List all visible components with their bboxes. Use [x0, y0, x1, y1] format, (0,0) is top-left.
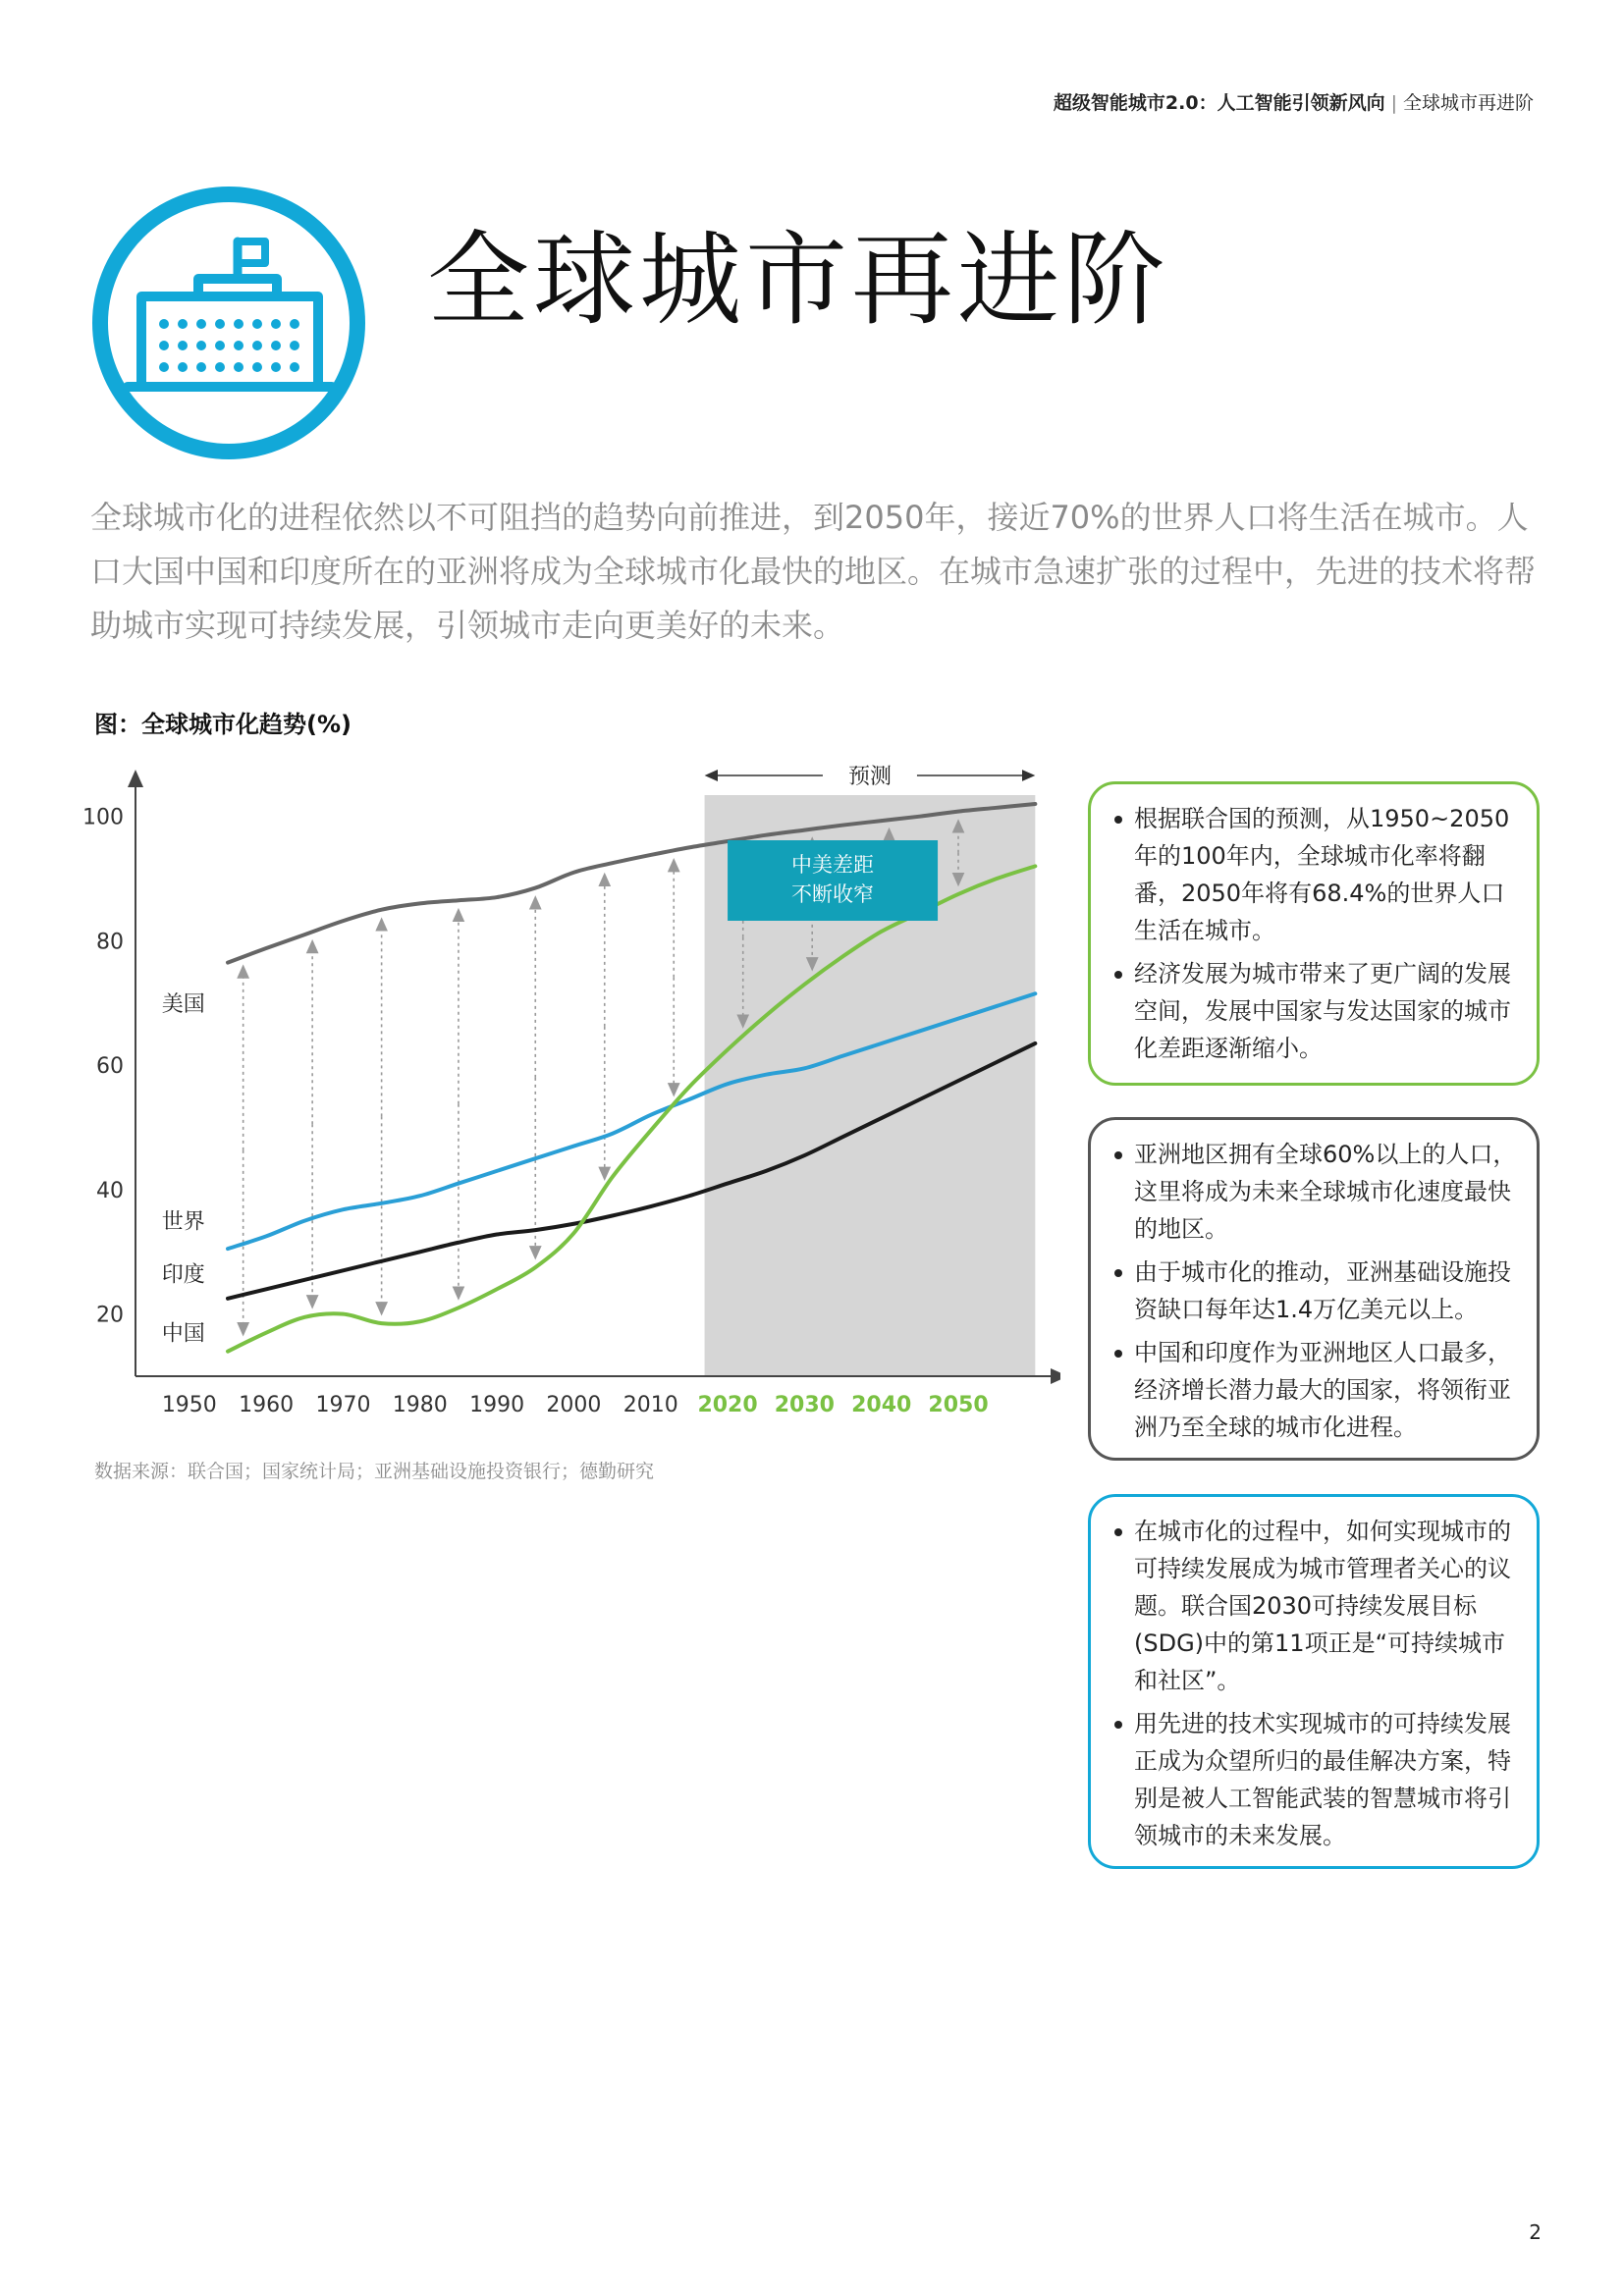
x-tick-label: 2010 — [623, 1393, 678, 1417]
x-tick-label: 1980 — [392, 1393, 448, 1417]
info-bullet: 中国和印度作为亚洲地区人口最多，经济增长潜力最大的国家，将领衔亚洲乃至全球的城市化进程。 — [1112, 1334, 1519, 1446]
header-separator: | — [1390, 92, 1397, 114]
y-tick-label: 100 — [82, 805, 124, 830]
info-box-asia — [1088, 1117, 1540, 1461]
logo-window-dot — [159, 341, 169, 350]
figure-source: 数据来源：联合国；国家统计局；亚洲基础设施投资银行；德勤研究 — [94, 1461, 655, 1482]
smart-city-building-icon — [90, 185, 367, 461]
info-bullet: 用先进的技术实现城市的可持续发展正成为众望所归的最佳解决方案，特别是被人工智能武装的智慧城市将引领城市的未来发展。 — [1112, 1705, 1519, 1854]
logo-window-dot — [215, 319, 225, 329]
info-bullet: 由于城市化的推动，亚洲基础设施投资缺口每年达1.4万亿美元以上。 — [1112, 1254, 1519, 1328]
logo-window-dot — [178, 362, 188, 372]
logo-window-dot — [234, 319, 244, 329]
y-tick-label: 80 — [96, 930, 124, 955]
logo-window-dot — [215, 362, 225, 372]
x-tick-label: 2040 — [851, 1393, 912, 1417]
annotation-line: 中美差距 — [791, 853, 875, 877]
header-section-name: 全球城市再进阶 — [1402, 92, 1534, 114]
logo-window-dot — [252, 319, 262, 329]
logo-window-dot — [271, 319, 281, 329]
logo-window-dot — [271, 362, 281, 372]
info-box-sustainability — [1088, 1494, 1540, 1869]
x-tick-label: 2020 — [697, 1393, 758, 1417]
logo-window-dot — [290, 319, 299, 329]
logo-window-dot — [196, 341, 206, 350]
logo-window-dot — [178, 319, 188, 329]
x-tick-label: 1960 — [239, 1393, 295, 1417]
y-tick-label: 20 — [96, 1303, 124, 1328]
header-report-title: 超级智能城市2.0：人工智能引领新风向 — [1053, 92, 1385, 114]
x-tick-label: 2030 — [774, 1393, 835, 1417]
x-tick-label: 2000 — [546, 1393, 602, 1417]
logo-window-dot — [196, 362, 206, 372]
x-tick-label: 1990 — [469, 1393, 525, 1417]
page-title: 全球城市再进阶 — [427, 220, 1170, 340]
x-tick-label: 1970 — [315, 1393, 371, 1417]
series-label-india: 印度 — [161, 1262, 205, 1288]
info-box-un-forecast — [1088, 781, 1540, 1086]
logo-window-dot — [196, 319, 206, 329]
series-label-usa: 美国 — [161, 991, 205, 1017]
series-label-world: 世界 — [161, 1209, 205, 1235]
annotation-line: 不断收窄 — [791, 882, 875, 906]
running-header — [1054, 88, 1534, 115]
logo-window-dot — [178, 341, 188, 350]
figure-title: 图：全球城市化趋势(%) — [94, 711, 352, 738]
logo-window-dot — [159, 319, 169, 329]
intro-paragraph: 全球城市化的进程依然以不可阻挡的趋势向前推进，到2050年，接近70%的世界人口将生活在城市。人口大国中国和印度所在的亚洲将成为全球城市化最快的地区。在城市急速扩张的过程中，先进的技术将帮助城市实现可持续发展，引领城市走向更美好的未来。 — [90, 499, 1537, 644]
y-tick-label: 60 — [96, 1054, 124, 1080]
logo-window-dot — [271, 341, 281, 350]
y-tick-label: 40 — [96, 1178, 124, 1203]
info-bullet: 在城市化的过程中，如何实现城市的可持续发展成为城市管理者关心的议题。联合国2030可持续发展目标(SDG)中的第11项正是“可持续城市和社区”。 — [1112, 1513, 1519, 1699]
series-label-china: 中国 — [161, 1321, 205, 1347]
info-bullet: 亚洲地区拥有全球60%以上的人口，这里将成为未来全球城市化速度最快的地区。 — [1112, 1136, 1519, 1248]
page-number: 2 — [1529, 2220, 1542, 2244]
logo-window-dot — [215, 341, 225, 350]
x-tick-label: 1950 — [161, 1393, 217, 1417]
logo-window-dot — [252, 362, 262, 372]
urbanization-line-chart — [79, 746, 1060, 1423]
x-tick-label: 2050 — [928, 1393, 989, 1417]
logo-window-dot — [159, 362, 169, 372]
info-bullet: 经济发展为城市带来了更广阔的发展空间，发展中国家与发达国家的城市化差距逐渐缩小。 — [1112, 955, 1519, 1067]
logo-window-dot — [290, 341, 299, 350]
logo-window-dot — [234, 362, 244, 372]
logo-window-dot — [252, 341, 262, 350]
info-bullet: 根据联合国的预测，从1950~2050年的100年内，全球城市化率将翻番，2050年将有68.4%的世界人口生活在城市。 — [1112, 800, 1519, 949]
logo-window-dot — [234, 341, 244, 350]
logo-window-dot — [290, 362, 299, 372]
forecast-label: 预测 — [847, 765, 892, 789]
